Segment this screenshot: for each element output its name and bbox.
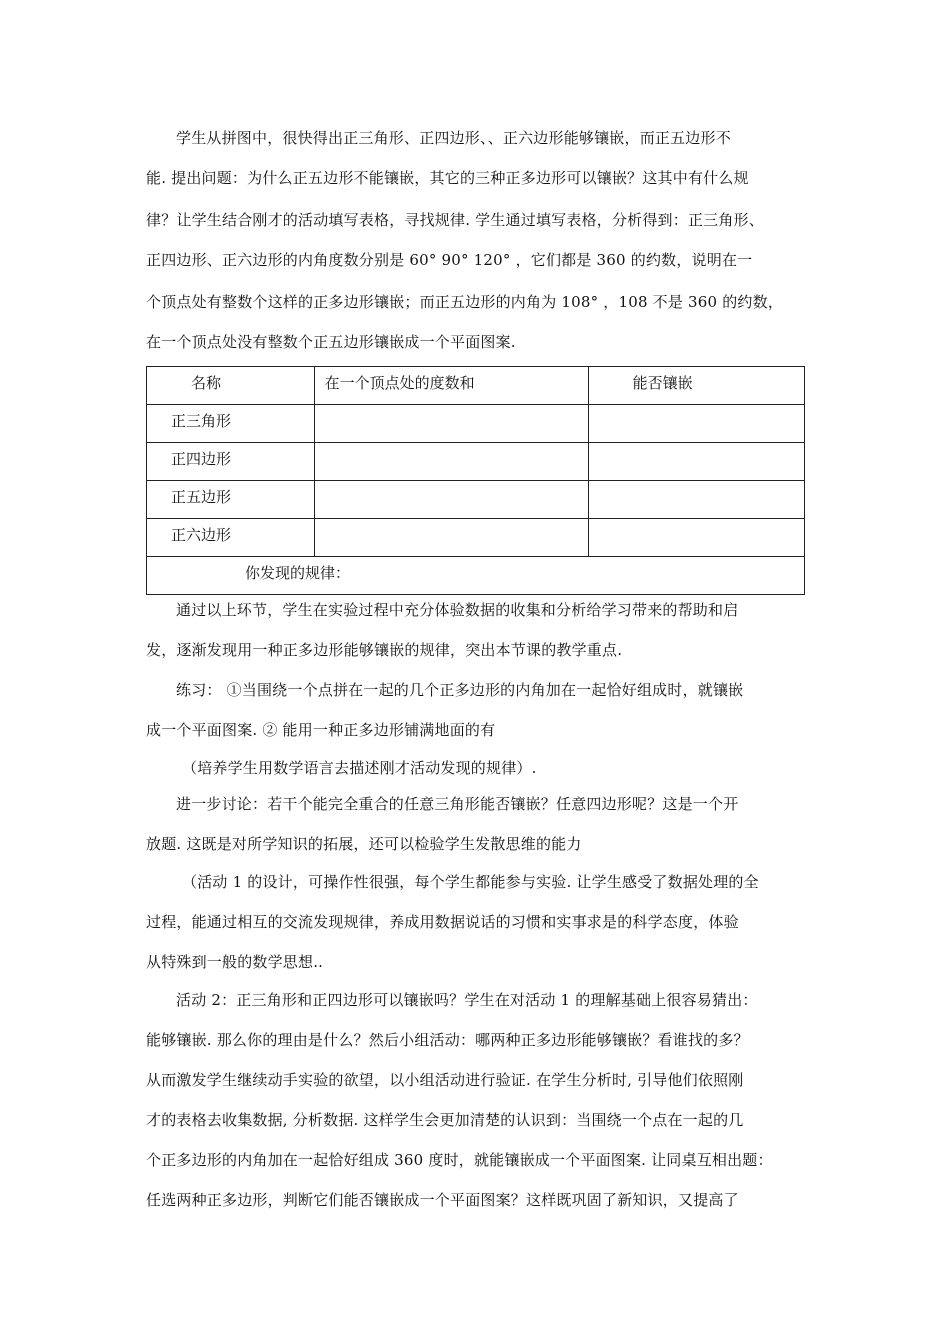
table-cell [588,405,804,443]
table-header-cell: 能否镶嵌 [588,367,804,405]
paragraph-line: 发，逐渐发现用一种正多边形能够镶嵌的规律，突出本节课的教学重点. [146,641,623,659]
paragraph-line: 练习： ①当围绕一个点拼在一起的几个正多边形的内角加在一起恰好组成时，就镶嵌 [176,681,744,699]
table-cell [588,443,804,481]
paragraph-line: 成一个平面图案. ② 能用一种正多边形铺满地面的有 [146,721,496,739]
table-header-row [147,367,805,405]
table-cell [314,519,588,557]
table-cell [314,405,588,443]
paragraph-line: 放题. 这既是对所学知识的拓展，还可以检验学生发散思维的能力 [146,835,582,853]
table-footer-row [147,557,805,595]
paragraph-line: 进一步讨论：若干个能完全重合的任意三角形能否镶嵌？任意四边形呢？这是一个开 [176,795,739,813]
paragraph-line: 个正多边形的内角加在一起恰好组成 360 度时，就能镶嵌成一个平面图案. 让同桌互相出题： [146,1151,773,1169]
tessellation-table [146,366,805,595]
table-row [147,405,805,443]
paragraph-line: （活动 1 的设计，可操作性很强，每个学生都能参与实验. 让学生感受了数据处理的全 [182,873,759,891]
paragraph-line: 能够镶嵌. 那么你的理由是什么？然后小组活动：哪两种正多边形能够镶嵌？看谁找的多？ [146,1031,749,1049]
table-cell [588,519,804,557]
table-footer-cell: 你发现的规律： [147,557,805,595]
table-header-cell: 名称 [147,367,315,405]
paragraph-line: 学生从拼图中，很快得出正三角形、正四边形、、正六边形能够镶嵌，而正五边形不 [176,129,731,147]
paragraph-line: 正四边形、正六边形的内角度数分别是 60° 90° 120° ，它们都是 360 的约数，说明在一 [146,251,753,269]
table-row [147,443,805,481]
table-cell [314,481,588,519]
paragraph-line: 活动 2：正三角形和正四边形可以镶嵌吗？学生在对活动 1 的理解基础上很容易猜出： [176,991,758,1009]
paragraph-line: 过程，能通过相互的交流发现规律，养成用数据说话的习惯和实事求是的科学态度，体验 [146,913,739,931]
table-cell: 正六边形 [147,519,315,557]
table-row [147,481,805,519]
paragraph-line: 任选两种正多边形，判断它们能否镶嵌成一个平面图案？这样既巩固了新知识，又提高了 [146,1191,739,1209]
table-cell: 正三角形 [147,405,315,443]
table-header-cell: 在一个顶点处的度数和 [314,367,588,405]
table-row [147,519,805,557]
paragraph-line: 能. 提出问题：为什么正五边形不能镶嵌，其它的三种正多边形可以镶嵌？这其中有什么规 [146,169,749,187]
paragraph-line: 个顶点处有整数个这样的正多边形镶嵌；而正五边形的内角为 108° ，108 不是 360 的约数， [146,293,784,311]
paragraph-line: （培养学生用数学语言去描述刚才活动发现的规律）. [182,759,537,777]
paragraph-line: 律？让学生结合刚才的活动填写表格，寻找规律. 学生通过填写表格，分析得到：正三角形、 [146,211,764,229]
paragraph-line: 才的表格去收集数据, 分析数据. 这样学生会更加清楚的认识到：当围绕一个点在一起的几 [146,1111,744,1129]
table-cell [314,443,588,481]
table-cell: 正四边形 [147,443,315,481]
paragraph-line: 从而激发学生继续动手实验的欲望，以小组活动进行验证. 在学生分析时, 引导他们依照刚 [146,1071,744,1089]
table-cell: 正五边形 [147,481,315,519]
table-cell [588,481,804,519]
paragraph-line: 在一个顶点处没有整数个正五边形镶嵌成一个平面图案. [146,333,516,351]
paragraph-line: 从特殊到一般的数学思想.. [146,953,324,971]
paragraph-line: 通过以上环节，学生在实验过程中充分体验数据的收集和分析给学习带来的帮助和启 [176,601,739,619]
